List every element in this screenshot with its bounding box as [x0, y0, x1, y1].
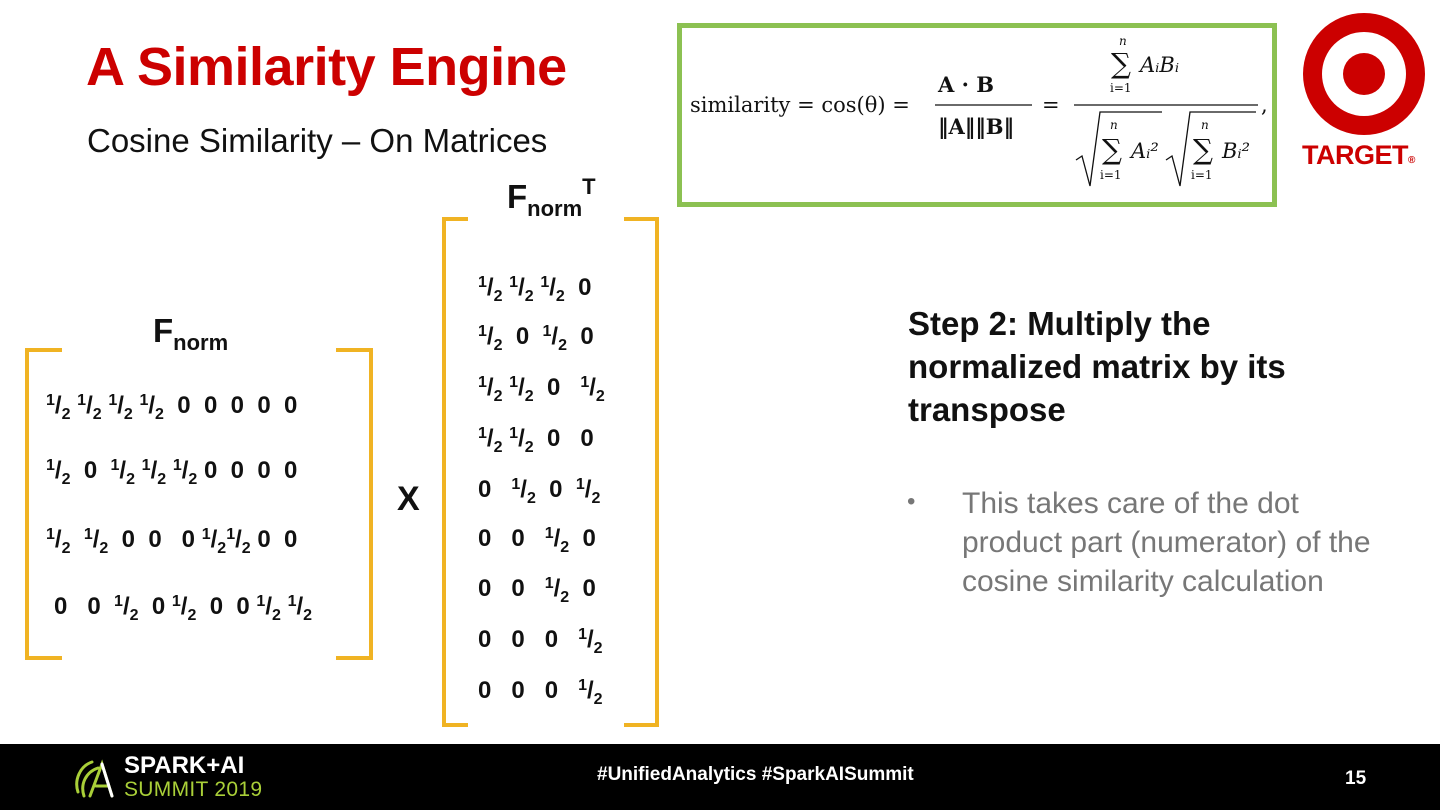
fnormt-row: $^1/_2$ 0 $^1/_2$ 0 [478, 323, 594, 354]
fnorm-right-bracket [334, 347, 376, 661]
spark-ai-logo-icon [72, 756, 116, 800]
fnorm-transpose-label [507, 174, 596, 221]
sum-lower-num: i=1 [1110, 81, 1132, 95]
fnorm-row: $^1/_2$ $^1/_2$ 0 0 0 $^1/_2^1/_2$ 0 0 [46, 526, 298, 557]
target-reg-mark: ® [1408, 155, 1415, 166]
bullet-marker: • [907, 488, 916, 515]
sum-sign-num: ∑ [1111, 47, 1131, 80]
target-brand-text: TARGET [1302, 140, 1408, 170]
fnormt-row: 0 0 0 $^1/_2$ [478, 626, 603, 657]
target-wordmark [1302, 140, 1415, 171]
formula-num-term: AᵢBᵢ [1140, 53, 1180, 77]
bullet-text: This takes care of the dot product part (numerator) of the cosine similarity calculation [962, 487, 1371, 598]
step-heading: Step 2: Multiply the normalized matrix by its transpose [908, 305, 1286, 428]
fnorm-row: $^1/_2$ 0 $^1/_2$ $^1/_2$ $^1/_2$ 0 0 0 0 [46, 457, 298, 488]
fnormt-row: $^1/_2$ $^1/_2$ $^1/_2$ 0 [478, 274, 592, 305]
formula-den-term-a: Aᵢ² [1131, 139, 1159, 163]
page-number: 15 [1345, 768, 1367, 789]
fnormt-row: 0 0 0 $^1/_2$ [478, 677, 603, 708]
fnorm-row: $^1/_2$ $^1/_2$ $^1/_2$ $^1/_2$ 0 0 0 0 0 [46, 392, 298, 423]
fnormt-row: $^1/_2$ $^1/_2$ 0 0 [478, 425, 594, 456]
footer-brand-sub: SUMMIT 2019 [124, 778, 263, 801]
fnormt-label-sup: T [582, 174, 596, 199]
fnorm-label-sub: norm [173, 330, 229, 355]
fnormt-right-bracket [622, 216, 662, 728]
slide-subtitle: Cosine Similarity – On Matrices [87, 122, 548, 159]
sum-upper-a: n [1110, 118, 1118, 132]
fnormt-row: 0 $^1/_2$ 0 $^1/_2$ [478, 476, 601, 507]
formula-den-term-b: Bᵢ² [1222, 139, 1251, 163]
fnormt-left-bracket [440, 216, 470, 728]
sum-upper-num: n [1119, 34, 1127, 48]
fnormt-label-sub: norm [527, 196, 583, 221]
sum-lower-a: i=1 [1100, 168, 1122, 182]
footer-hashtags: #UnifiedAnalytics #SparkAISummit [597, 764, 914, 785]
fnormt-label-base: F [507, 178, 528, 215]
sum-sign-b: ∑ [1193, 133, 1213, 166]
formula-frac-numerator: A · B [938, 72, 994, 97]
cosine-formula [682, 28, 1272, 202]
footer-bar [0, 744, 1440, 810]
fnormt-row: $^1/_2$ $^1/_2$ 0 $^1/_2$ [478, 374, 605, 405]
sum-upper-b: n [1201, 118, 1209, 132]
sum-lower-b: i=1 [1191, 168, 1213, 182]
fnormt-row: 0 0 $^1/_2$ 0 [478, 575, 596, 606]
fnorm-label [153, 312, 229, 355]
formula-comma: , [1261, 93, 1268, 117]
formula-box [677, 23, 1277, 207]
fnormt-row: 0 0 $^1/_2$ 0 [478, 525, 596, 556]
slide-title: A Similarity Engine [86, 37, 567, 97]
formula-frac-denominator: ‖A‖‖B‖ [938, 114, 1015, 139]
formula-lhs: similarity = cos(θ) = [690, 93, 910, 117]
formula-equals: = [1042, 93, 1060, 117]
footer-brand: SPARK+AI [124, 752, 245, 779]
sum-sign-a: ∑ [1102, 133, 1122, 166]
multiply-operator: X [397, 480, 420, 518]
fnorm-row: 0 0 $^1/_2$ 0 $^1/_2$ 0 0 $^1/_2$ $^1/_2$ [54, 593, 313, 624]
fnorm-label-base: F [153, 312, 174, 349]
